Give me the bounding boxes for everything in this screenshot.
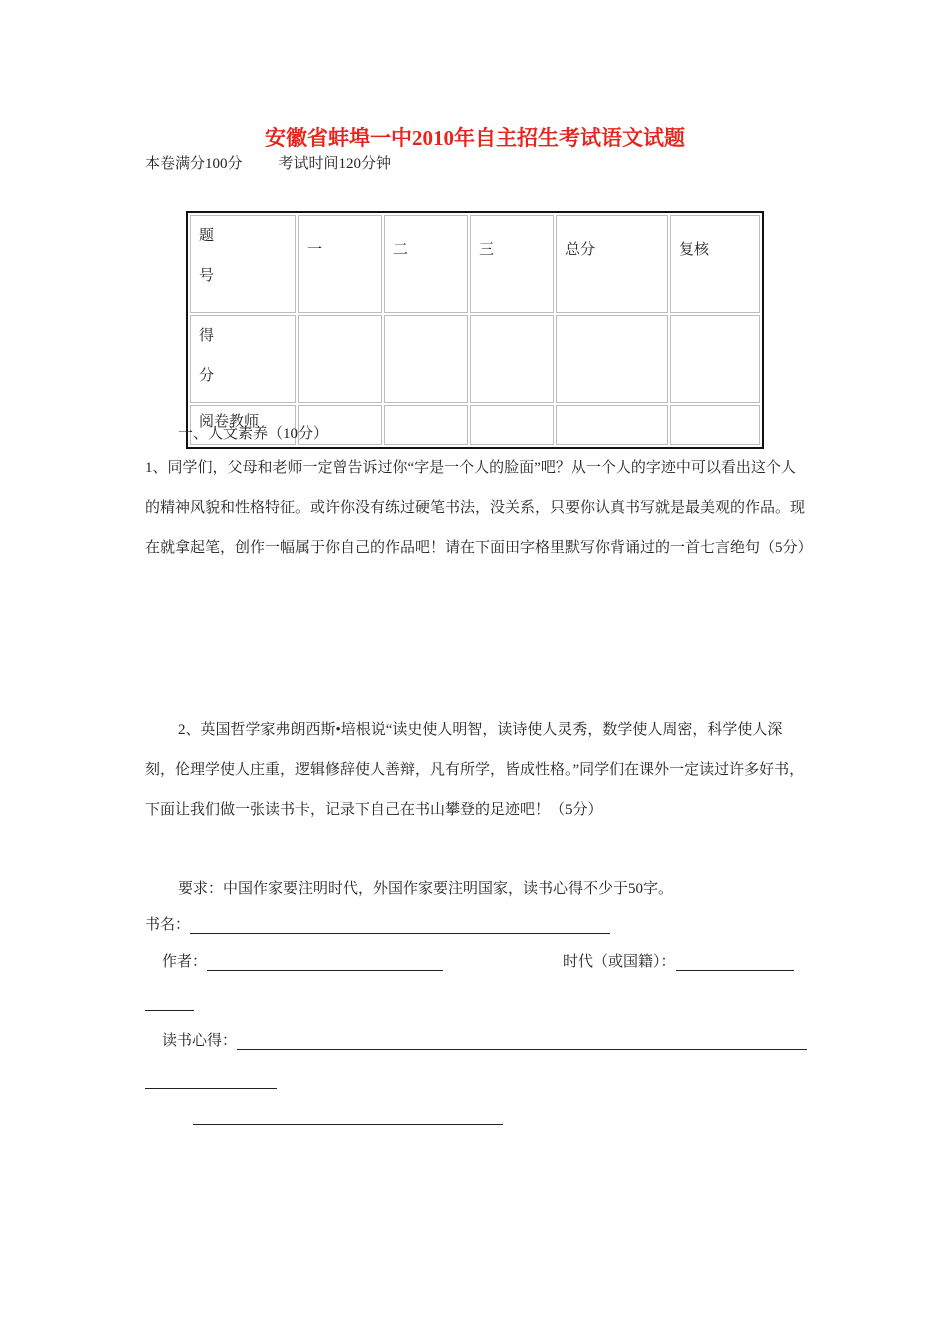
section-heading: 一、人文素养（10分） [178, 426, 329, 442]
score-table [186, 211, 764, 449]
author-label: 作者： [162, 954, 208, 970]
total-cell: 总分 [556, 215, 668, 313]
era-row [563, 950, 794, 971]
author-field[interactable] [207, 970, 443, 971]
exam-title: 安徽省蚌埠一中2010年自主招生考试语文试题 [265, 126, 685, 150]
grader-input-cell[interactable] [384, 405, 468, 445]
exam-time: 考试时间120分钟 [278, 156, 392, 172]
exam-info [145, 152, 391, 173]
section-cell: 二 [384, 215, 468, 313]
table-row [190, 215, 760, 313]
notes-field-line-3[interactable] [193, 1108, 503, 1125]
score-input-cell[interactable] [670, 315, 760, 403]
header-cell: 题 号 [190, 215, 296, 313]
era-field-continuation[interactable] [145, 994, 194, 1011]
author-row [162, 950, 443, 971]
score-input-cell[interactable] [556, 315, 668, 403]
grader-label-cell: 阅卷教师 [190, 405, 296, 445]
book-name-label: 书名： [145, 917, 191, 933]
full-score: 本卷满分100分 [145, 156, 243, 172]
score-input-cell[interactable] [298, 315, 382, 403]
score-label-cell: 得 分 [190, 315, 296, 403]
section-cell: 一 [298, 215, 382, 313]
review-cell: 复核 [670, 215, 760, 313]
book-name-field[interactable] [190, 933, 610, 934]
score-input-cell[interactable] [384, 315, 468, 403]
question-2: 2、英国哲学家弗朗西斯•培根说“读史使人明智，读诗使人灵秀，数学使人周密，科学使人深刻，伦理学使人庄重，逻辑修辞使人善辩，凡有所学，皆成性格。”同学们在课外一定读过许多好书，下面让我们做一张读书卡，记录下自己在书山攀登的足迹吧！（5分） [145, 722, 805, 818]
table-row [190, 315, 760, 403]
grader-input-cell[interactable] [556, 405, 668, 445]
question-1: 1、同学们，父母和老师一定曾告诉过你“字是一个人的脸面”吧？从一个人的字迹中可以看出这个人的精神风貌和性格特征。或许你没有练过硬笔书法，没关系，只要你认真书写就是最美观的作品。现在就拿起笔，创作一幅属于你自己的作品吧！请在下面田字格里默写你背诵过的一首七言绝句（5分） [145, 460, 813, 556]
notes-label: 读书心得： [162, 1033, 238, 1049]
notes-field-line-2[interactable] [145, 1072, 277, 1089]
book-name-row [145, 913, 610, 934]
requirement-text: 要求：中国作家要注明时代，外国作家要注明国家，读书心得不少于50字。 [178, 881, 674, 897]
grader-input-cell[interactable] [470, 405, 554, 445]
notes-row [162, 1029, 807, 1050]
era-label: 时代（或国籍）： [563, 954, 676, 970]
notes-field[interactable] [237, 1049, 807, 1050]
era-field[interactable] [676, 970, 794, 971]
section-cell: 三 [470, 215, 554, 313]
grader-input-cell[interactable] [670, 405, 760, 445]
score-input-cell[interactable] [470, 315, 554, 403]
